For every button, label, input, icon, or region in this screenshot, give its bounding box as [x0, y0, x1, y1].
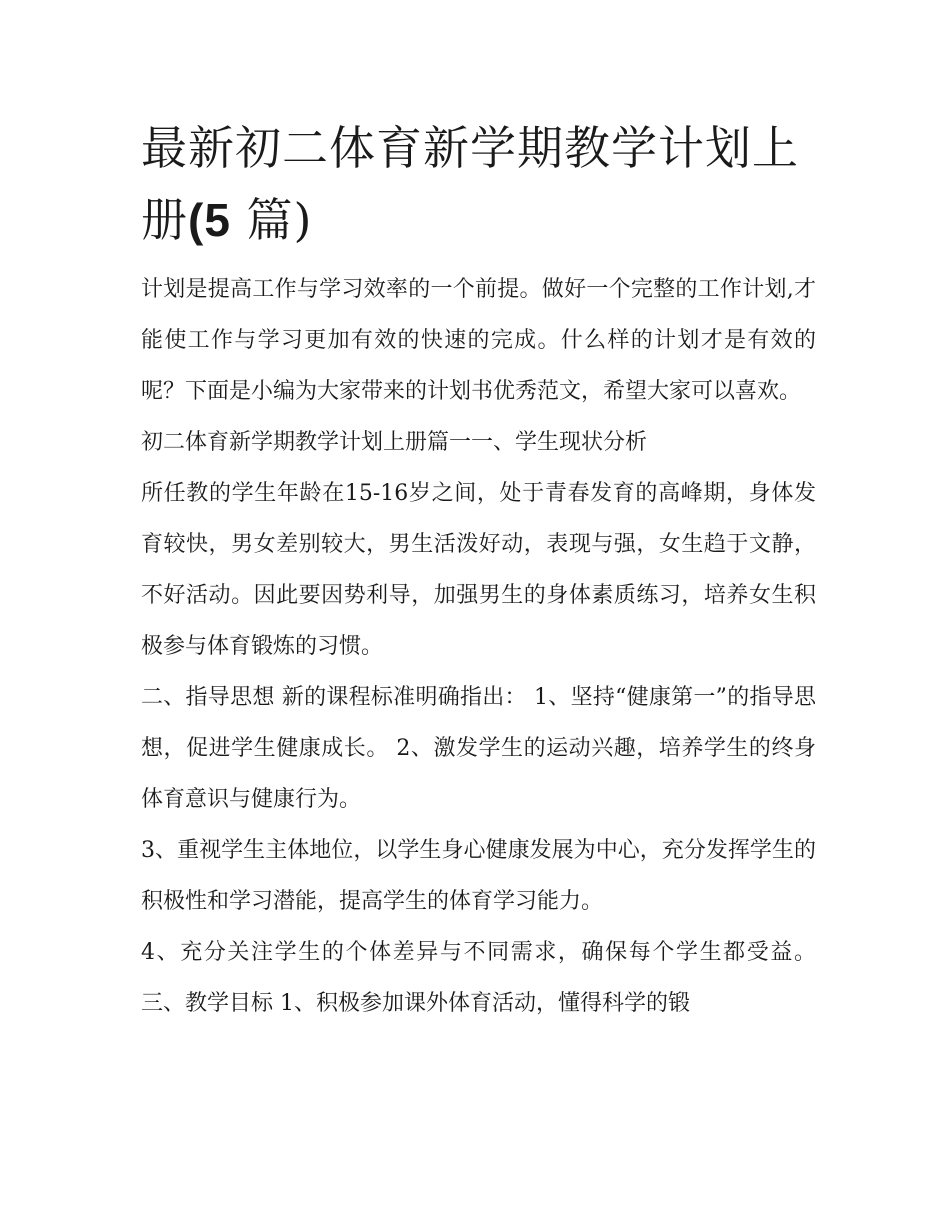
paragraph-student-analysis: 所任教的学生年龄在15-16岁之间，处于青春发育的高峰期，身体发育较快，男女差别较大，男生活泼好动，表现与强，女生趋于文静，不好活动。因此要因势利导，加强男生的身体素质练习，培养女生积极参与体育锻炼的习惯。 — [141, 481, 816, 659]
title-end-text: 篇) — [246, 193, 313, 247]
paragraph-guiding-ideas: 二、指导思想 新的课程标准明确指出： 1、坚持“健康第一”的指导思想，促进学生健康成长。 2、激发学生的运动兴趣，培养学生的终身体育意识与健康行为。 — [141, 685, 816, 812]
paragraph-point-3: 3、重视学生主体地位，以学生身心健康发展为中心，充分发挥学生的积极性和学习潜能，提高学生的体育学习能力。 — [141, 838, 816, 914]
paragraph-intro: 计划是提高工作与学习效率的一个前提。做好一个完整的工作计划,才能使工作与学习更加有效的快速的完成。什么样的计划才是有效的呢？下面是小编为大家带来的计划书优秀范文，希望大家可以喜欢。 — [141, 277, 816, 404]
document-body — [141, 112, 816, 1029]
title-main-text: 最新初二体育新学期教学计划上册 — [141, 121, 799, 247]
paragraph-section-heading: 初二体育新学期教学计划上册篇一一、学生现状分析 — [141, 430, 648, 455]
document-title — [141, 112, 816, 256]
title-count-text: (5 — [188, 194, 231, 246]
paragraph-point-4: 4、充分关注学生的个体差异与不同需求，确保每个学生都受益。 三、教学目标 1、积极参加课外体育活动，懂得科学的锻 — [141, 940, 816, 1016]
